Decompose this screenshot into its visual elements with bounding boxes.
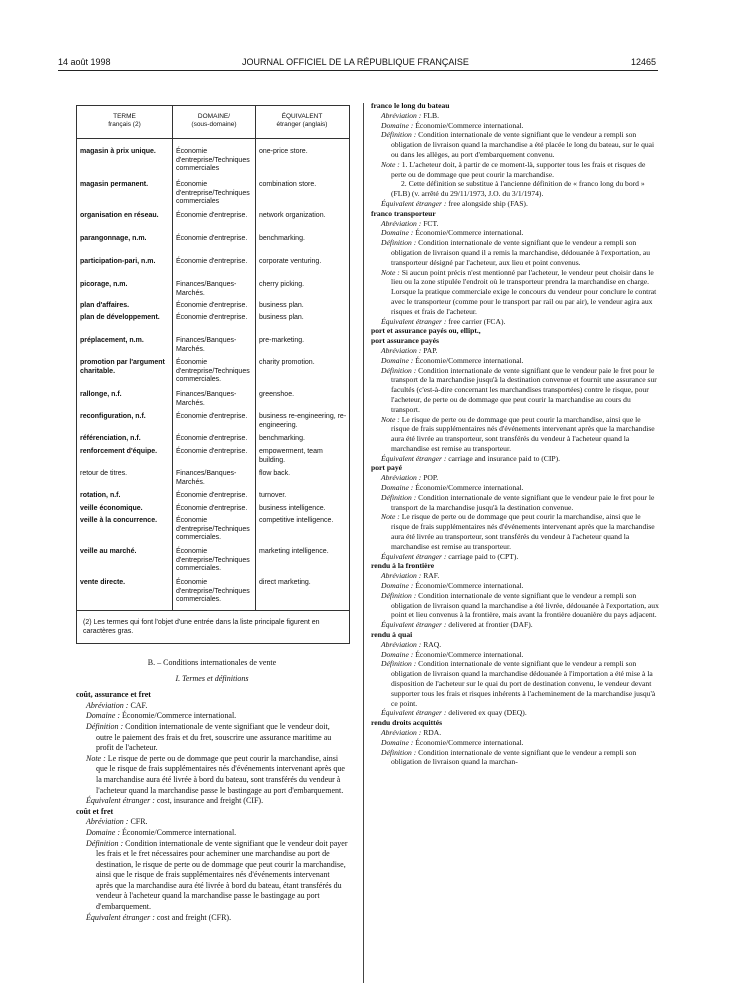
entry-title: port assurance payés — [371, 336, 439, 346]
entry-domain: Domaine : Économie/Commerce international. — [381, 649, 524, 659]
domain-cell: Économie d'entreprise. — [176, 435, 248, 442]
entry-equivalent: Équivalent étranger : cost and freight (CFR). — [86, 912, 232, 922]
domain-cell: Finances/Banques-Marchés. — [176, 470, 237, 486]
entry-note: Note : Le risque de perte ou de dommage que peut courir la marchandise, ainsi que le risque de frais supplémentaires nés d'événements intervenant après que la marchandise aura été livrée à bord du bateau, sont transférés du vendeur à l'acheteur quand la marchandise passe le bastingage au port d'embarquement. — [86, 753, 345, 795]
term-cell: renforcement d'équipe. — [80, 448, 158, 455]
entry-definition: Définition : Condition internationale de vente signifiant que le vendeur a rempli son obligation de livraison quand il a remis la marchandise, dédouanée à l'exportation, au transporteur désigné par l'acheteur, aux lieu et point convenus. — [381, 238, 651, 267]
entry-definition: Définition : Condition internationale de vente signifiant que le vendeur paie le fret pour le transport de la marchandise jusqu'à la destination convenue. — [381, 492, 655, 512]
entry-note: Note : 1. L'acheteur doit, à partir de ce moment-là, supporter tous les frais et risques de perte ou de dommage que peut courir la marchandise. — [381, 159, 646, 179]
entry-title: rendu droits acquittés — [371, 718, 443, 728]
entry-equivalent: Équivalent étranger : carriage paid to (CPT). — [381, 551, 519, 561]
entry-abbreviation: Abréviation : FLB. — [381, 110, 440, 120]
entry-equivalent: Équivalent étranger : delivered at frontier (DAF). — [381, 620, 533, 630]
term-cell: promotion par l'argument charitable. — [80, 359, 165, 375]
domain-cell: Économie d'entreprise. — [176, 314, 248, 321]
table-vline — [172, 106, 173, 611]
term-cell: rallonge, n.f. — [80, 391, 122, 398]
term-cell: référenciation, n.f. — [80, 435, 141, 442]
term-cell: retour de titres. — [80, 470, 128, 477]
equivalent-cell: marketing intelligence. — [259, 548, 329, 555]
equivalent-cell: one-price store. — [259, 148, 308, 155]
entry-domain: Domaine : Économie/Commerce international. — [381, 228, 524, 238]
term-cell: picorage, n.m. — [80, 281, 128, 288]
entry-equivalent: Équivalent étranger : free alongside ship (FAS). — [381, 198, 528, 208]
entry-definition: Définition : Condition internationale de vente signifiant que le vendeur a rempli son obligation de livraison quand la marchandise a été livrée, dédouanée à l'exportation, aux point et lieu convenus à la frontière, mais avant la frontière douanière du pays adjacent. — [381, 590, 659, 620]
entry-definition: Définition : Condition internationale de vente signifiant que le vendeur doit payer les frais et le fret nécessaires pour acheminer une marchandise au port de destination, le risque de perte ou de dommage que peut courir la marchandise, ainsi que le risque de frais supplémentaires nés d'événements intervenant après que la marchandise aura été livrée à bord du bateau, étant transférés du vendeur à l'acheteur quand la marchandise passe le bastingage au port d'embarquement. — [86, 838, 348, 912]
header-rule — [58, 70, 658, 71]
term-cell: veille à la concurrence. — [80, 517, 158, 524]
entry-domain: Domaine : Économie/Commerce international. — [381, 120, 524, 130]
domain-cell: Économie d'entreprise. — [176, 258, 248, 265]
equivalent-cell: benchmarking. — [259, 435, 305, 442]
term-cell: organisation en réseau. — [80, 212, 159, 219]
entry-equivalent: Équivalent étranger : cost, insurance and freight (CIF). — [86, 796, 264, 806]
table-footer-rule — [77, 610, 349, 611]
domain-cell: Économie d'entreprise/Techniques commerciales. — [176, 579, 250, 603]
right-column-text — [371, 101, 661, 767]
entry-definition: Définition : Condition internationale de vente signifiant que le vendeur paie le fret pour le transport de la marchandise jusqu'à la destination convenue et fournit une assurance sur facultés (c'est-à-dire concernant les marchandises transportées) contre le risque, pour l'acheteur, de perte ou de dommage que peut courir la marchandise au cours du transport. — [381, 365, 657, 414]
domain-cell: Économie d'entreprise/Techniques commerciales. — [176, 359, 250, 383]
equivalent-cell: business re-engineering, re-engineering. — [259, 413, 347, 429]
domain-cell: Économie d'entreprise. — [176, 413, 248, 420]
domain-cell: Économie d'entreprise. — [176, 448, 248, 455]
entry-title: coût, assurance et fret — [76, 690, 151, 700]
term-cell: magasin à prix unique. — [80, 148, 156, 155]
entry-definition: Définition : Condition internationale de vente signifiant que le vendeur a rempli son obligation de livraison quand la marchandise dédouanée à l'importation a été mise à la disposition de l'acheteur sur le quai du port de destination convenu, le vendeur devant supporter tous les frais et risques inhérents à l'acheminement de la marchandise jusqu'à ce point. — [381, 659, 656, 708]
entry-note: Note : Si aucun point précis n'est mentionné par l'acheteur, le vendeur peut choisir dans le lieu ou la zone stipulée l'endroit où le transporteur prendra la marchandise en charge. Lorsque la pratique commerciale exige le concours du vendeur pour conclure le contrat avec le transporteur (comme pour le transport par rail ou par air), le vendeur agira aux risques et frais de l'acheteur. — [381, 267, 657, 316]
header-date: 14 août 1998 — [58, 57, 111, 67]
entry-note: Note : Le risque de perte ou de dommage que peut courir la marchandise, ainsi que le risque de frais supplémentaires nés d'événements intervenant après que la marchandise aura été livrée au transporteur, sont transférés du vendeur à l'acheteur quand la marchandise est remise au transporteur. — [381, 414, 655, 453]
entry-title: coût et fret — [76, 806, 114, 816]
domain-cell: Économie d'entreprise. — [176, 492, 248, 499]
entry-abbreviation: Abréviation : RDA. — [381, 728, 442, 737]
entry-domain: Domaine : Économie/Commerce international. — [381, 483, 524, 493]
term-cell: plan de développement. — [80, 314, 160, 321]
entry-definition: Définition : Condition internationale de vente signifiant que le vendeur a rempli son obligation de livraison quand la marchandise a été placée le long du bateau, sur le quai ou dans les allèges, au port d'embarquement convenu. — [381, 130, 655, 159]
entry-title: franco le long du bateau — [371, 101, 450, 110]
table-header — [77, 106, 349, 139]
domain-cell: Économie d'entreprise. — [176, 235, 248, 242]
term-cell: rotation, n.f. — [80, 492, 121, 499]
domain-cell: Finances/Banques-Marchés. — [176, 281, 237, 297]
equivalent-cell: corporate venturing. — [259, 258, 322, 265]
left-column-text — [76, 658, 348, 923]
equivalent-cell: flow back. — [259, 470, 291, 477]
term-cell: magasin permanent. — [80, 181, 149, 188]
equivalent-cell: competitive intelligence. — [259, 517, 334, 524]
term-cell: parangonnage, n.m. — [80, 235, 147, 242]
domain-cell: Économie d'entreprise/Techniques commerciales — [176, 148, 250, 172]
term-cell: préplacement, n.m. — [80, 337, 144, 344]
header-terme: TERME français (2) — [108, 113, 141, 128]
journal-title: JOURNAL OFFICIEL DE LA RÉPUBLIQUE FRANÇAISE — [242, 57, 469, 67]
entry-domain: Domaine : Économie/Commerce international. — [381, 355, 524, 365]
terms-table — [76, 105, 350, 644]
entry-domain: Domaine : Économie/Commerce international. — [381, 581, 524, 591]
entry-abbreviation: Abréviation : FCT. — [381, 218, 439, 228]
term-cell: plan d'affaires. — [80, 302, 130, 309]
equivalent-cell: greenshoe. — [259, 391, 295, 398]
equivalent-cell: network organization. — [259, 212, 326, 219]
entry-abbreviation: Abréviation : PAP. — [381, 345, 438, 355]
entry-abbreviation: Abréviation : CAF. — [86, 700, 148, 710]
equivalent-cell: pre-marketing. — [259, 337, 305, 344]
page-number: 12465 — [631, 57, 657, 67]
entry-abbreviation: Abréviation : RAQ. — [381, 639, 442, 649]
entry-definition: Définition : Condition internationale de vente signifiant que le vendeur a rempli son obligation de livraison quand la marchan- — [381, 747, 637, 767]
domain-cell: Finances/Banques-Marchés. — [176, 391, 237, 407]
column-divider — [363, 103, 364, 983]
term-cell: veille au marché. — [80, 548, 137, 555]
entry-abbreviation: Abréviation : CFR. — [86, 817, 148, 827]
domain-cell: Économie d'entreprise/Techniques commerciales. — [176, 517, 250, 541]
entry-note: Note : Le risque de perte ou de dommage que peut courir la marchandise, ainsi que le risque de frais supplémentaires nés d'événements intervenant après que la marchandise aura été livrée au transporteur, sont transférés du vendeur à l'acheteur quand la marchandise est remise au transporteur. — [381, 512, 655, 551]
subsection-heading: I. Termes et définitions — [175, 673, 249, 683]
table-vline — [255, 106, 256, 611]
header-equivalent: ÉQUIVALENT étranger (anglais) — [276, 113, 328, 128]
equivalent-cell: business plan. — [259, 314, 304, 321]
entry-title: port payé — [371, 463, 403, 473]
equivalent-cell: business plan. — [259, 302, 304, 309]
entry-title: rendu à la frontière — [371, 561, 435, 571]
equivalent-cell: cherry picking. — [259, 281, 305, 288]
domain-cell: Économie d'entreprise. — [176, 212, 248, 219]
entry-equivalent: Équivalent étranger : delivered ex quay (DEQ). — [381, 708, 527, 718]
entry-domain: Domaine : Économie/Commerce international. — [86, 827, 237, 837]
entry-definition: Définition : Condition internationale de vente signifiant que le vendeur doit, outre le paiement des frais et du fret, souscrire une assurance maritime au profit de l'acheteur. — [86, 721, 332, 753]
term-cell: reconfiguration, n.f. — [80, 413, 146, 420]
entry-abbreviation: Abréviation : RAF. — [381, 571, 440, 581]
entry-crossref: port et assurance payés ou, ellipt., — [371, 326, 481, 336]
domain-cell: Finances/Banques-Marchés. — [176, 337, 237, 353]
domain-cell: Économie d'entreprise/Techniques commerciales — [176, 181, 250, 205]
equivalent-cell: benchmarking. — [259, 235, 305, 242]
domain-cell: Économie d'entreprise. — [176, 505, 248, 512]
entry-domain: Domaine : Économie/Commerce international. — [381, 737, 524, 747]
entry-title: rendu à quai — [371, 630, 413, 640]
entry-title: franco transporteur — [371, 208, 436, 218]
entry-note-2: 2. Cette définition se substitue à l'ancienne définition de « franco long du bord » (FLB) (v. arrêté du 29/11/1973, J.O. du 3/1/1974). — [391, 179, 645, 199]
equivalent-cell: combination store. — [259, 181, 317, 188]
section-heading: B. – Conditions internationales de vente — [147, 658, 277, 667]
header-domaine: DOMAINE/ (sous-domaine) — [191, 113, 237, 128]
entry-equivalent: Équivalent étranger : free carrier (FCA). — [381, 316, 506, 326]
term-cell: participation-pari, n.m. — [80, 258, 156, 265]
equivalent-cell: empowerment, team building. — [259, 448, 323, 464]
entry-abbreviation: Abréviation : POP. — [381, 473, 439, 483]
table-footnote: (2) Les termes qui font l'objet d'une entrée dans la liste principale figurent en caractères gras. — [83, 619, 320, 635]
domain-cell: Économie d'entreprise/Techniques commerciales. — [176, 548, 250, 572]
term-cell: veille économique. — [80, 505, 143, 512]
equivalent-cell: business intelligence. — [259, 505, 326, 512]
equivalent-cell: charity promotion. — [259, 359, 315, 366]
domain-cell: Économie d'entreprise. — [176, 302, 248, 309]
entry-equivalent: Équivalent étranger : carriage and insurance paid to (CIP). — [381, 453, 561, 463]
term-cell: vente directe. — [80, 579, 126, 586]
entry-domain: Domaine : Économie/Commerce international. — [86, 711, 237, 721]
equivalent-cell: turnover. — [259, 492, 287, 499]
equivalent-cell: direct marketing. — [259, 579, 311, 586]
